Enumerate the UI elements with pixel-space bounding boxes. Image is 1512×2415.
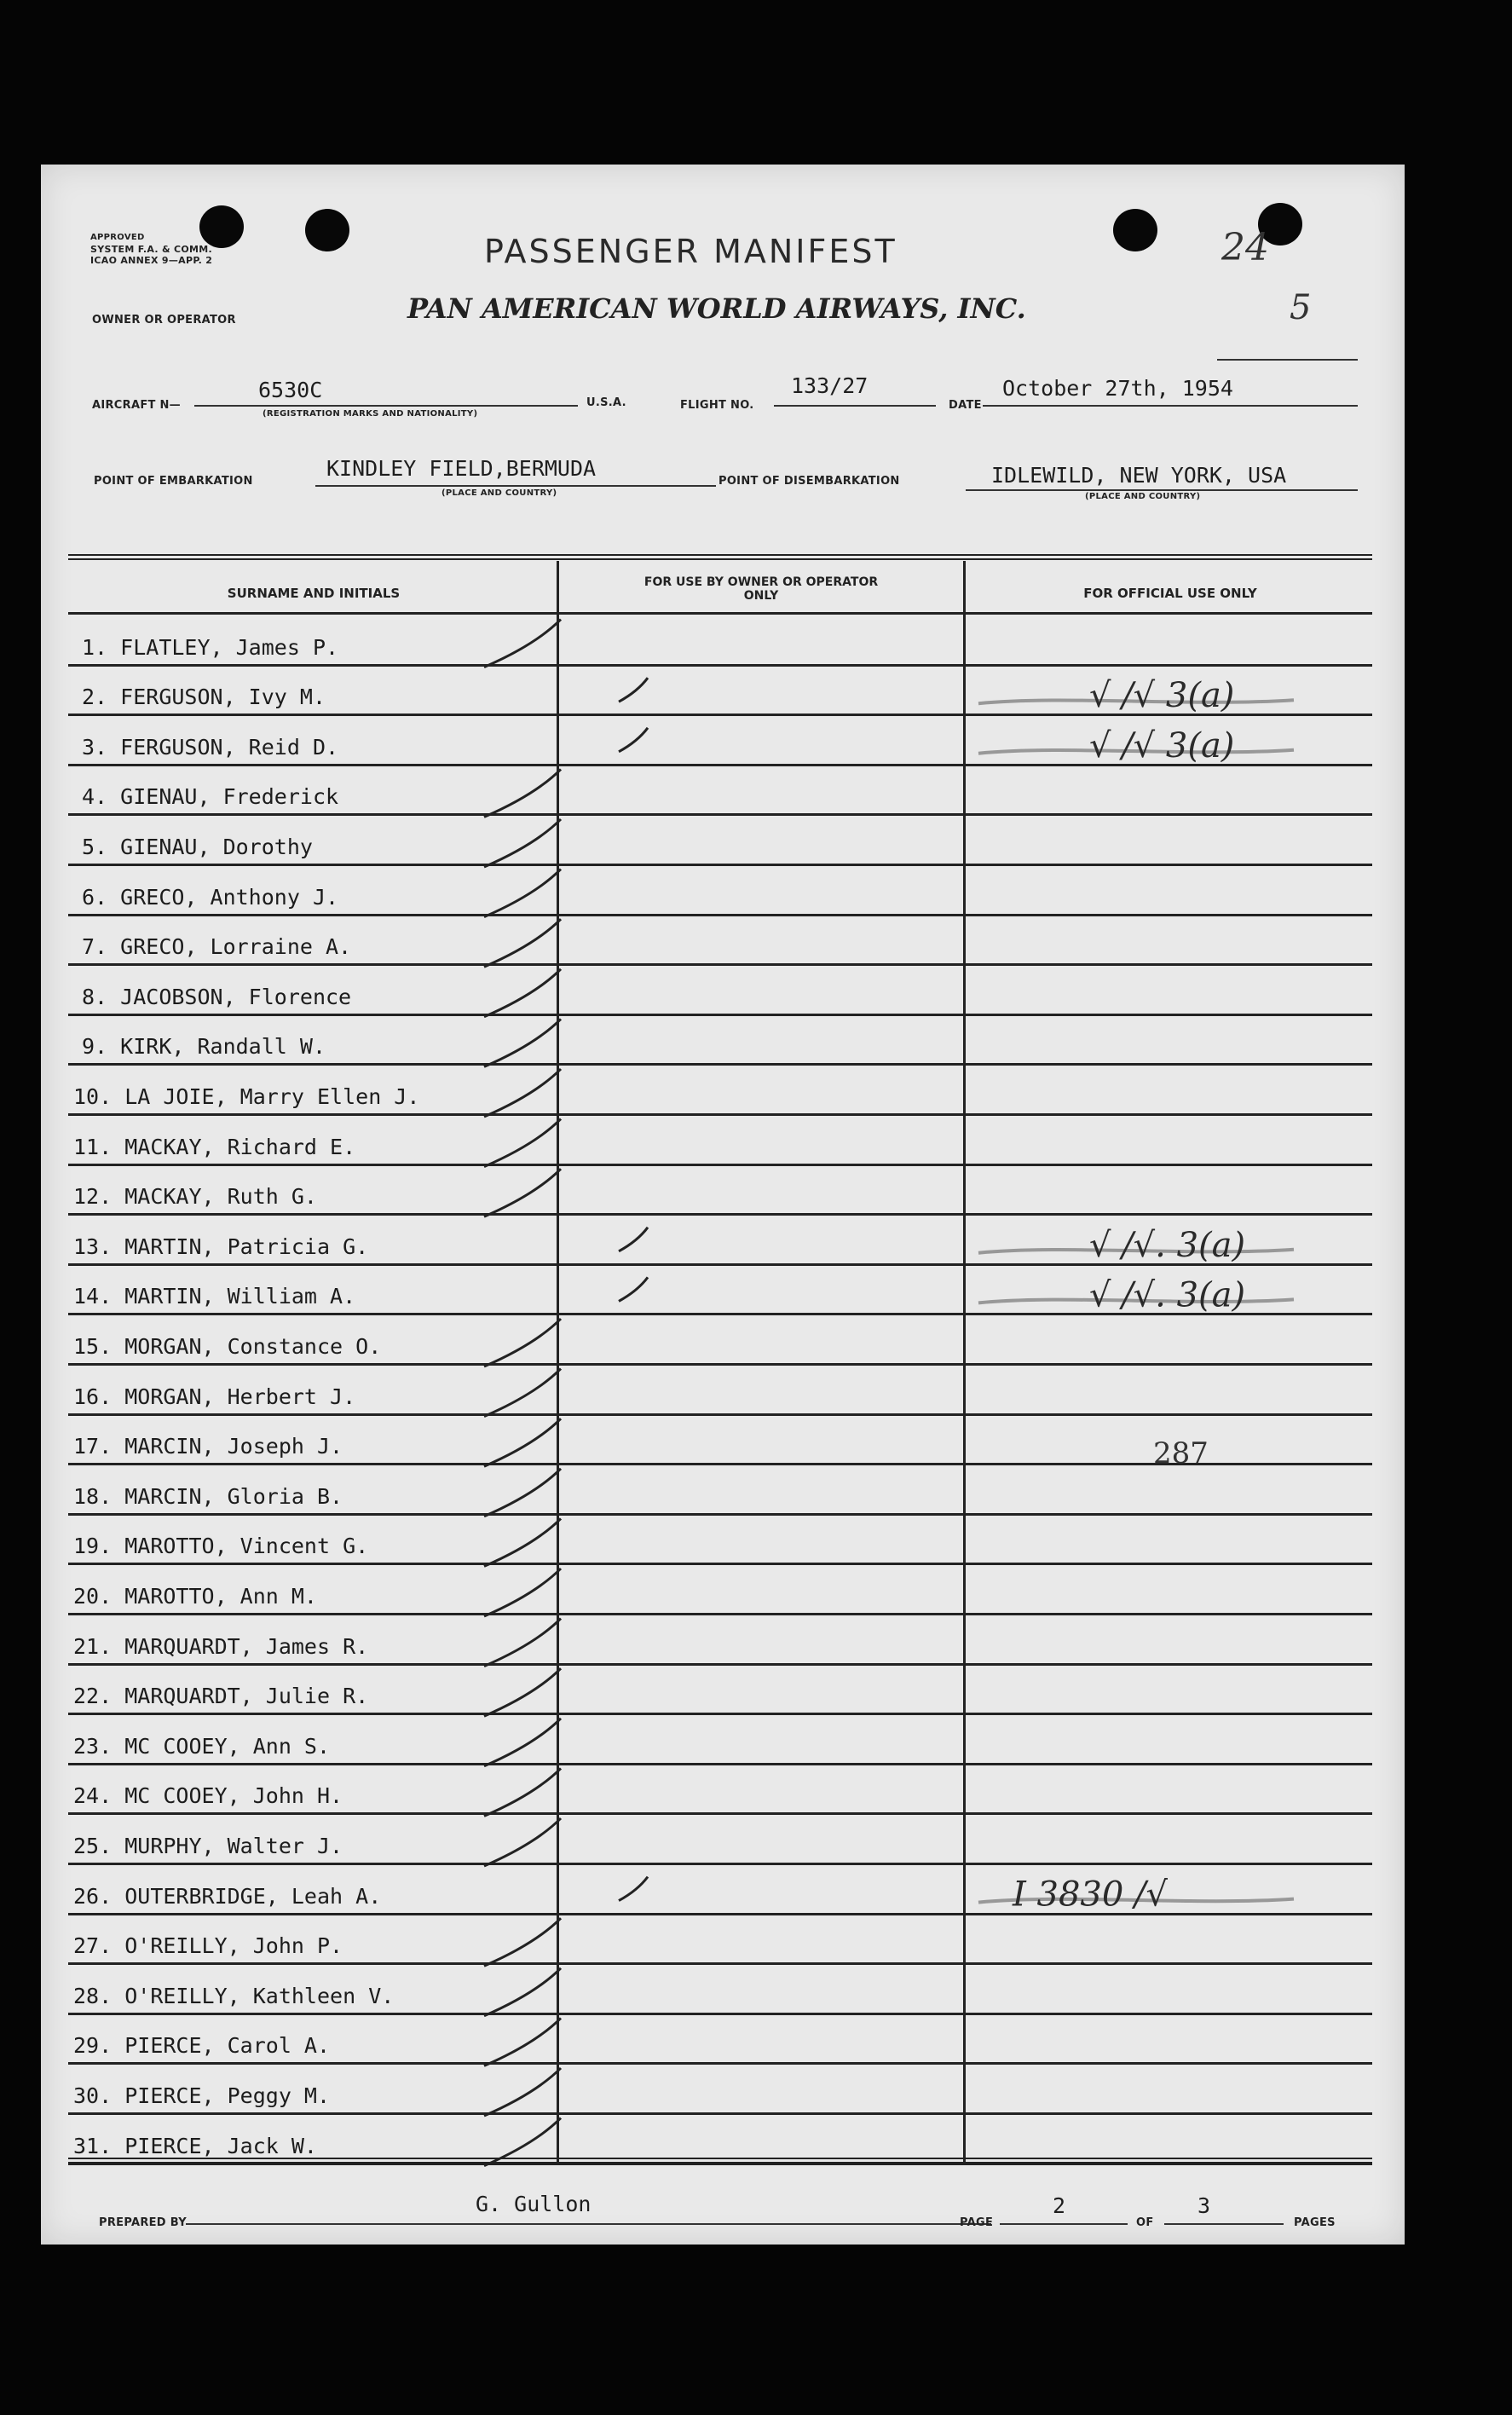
- check-mark: [484, 769, 561, 817]
- check-mark: [484, 1518, 561, 1566]
- passenger-name: O'REILLY, John P.: [124, 1933, 343, 1959]
- passenger-number: 30.: [73, 2083, 113, 2108]
- passenger-number: 27.: [73, 1933, 113, 1959]
- passenger-number: 5.: [82, 835, 108, 859]
- passenger-number: 10.: [73, 1084, 113, 1109]
- passenger-number: 13.: [73, 1233, 113, 1259]
- page-number: 2: [1053, 2193, 1066, 2218]
- embark-place: KINDLEY FIELD,BERMUDA: [326, 456, 597, 481]
- official-annotation: √ /√ 3(a): [1089, 725, 1235, 766]
- passenger-name: FERGUSON, Ivy M.: [120, 685, 326, 710]
- check-mark: [484, 1668, 561, 1716]
- passenger-name: MARQUARDT, James R.: [124, 1633, 369, 1659]
- aircraft-number: 6530C: [258, 378, 323, 402]
- check-mark: [484, 2118, 561, 2166]
- aircraft-label: AIRCRAFT N—: [92, 399, 181, 412]
- corner-number: 24: [1221, 226, 1269, 269]
- check-mark: [484, 1918, 561, 1966]
- manifest-sheet: [41, 165, 1405, 2245]
- passenger-number: 22.: [73, 1684, 113, 1709]
- check-mark: [484, 2068, 561, 2116]
- check-mark: [484, 1069, 561, 1117]
- passenger-name: FERGUSON, Reid D.: [120, 734, 339, 760]
- passenger-name: MC COOEY, Ann S.: [124, 1733, 331, 1759]
- usa-label: U.S.A.: [586, 396, 626, 409]
- check-mark: [484, 919, 561, 967]
- passenger-name: MARCIN, Joseph J.: [124, 1434, 343, 1459]
- passenger-name: MARTIN, William A.: [124, 1284, 356, 1309]
- passenger-number: 28.: [73, 1983, 113, 2008]
- passenger-name: PIERCE, Carol A.: [124, 2033, 331, 2059]
- flight-date: October 27th, 1954: [1002, 376, 1233, 401]
- check-mark: [484, 1768, 561, 1816]
- check-mark: [484, 1469, 561, 1517]
- check-mark: [619, 728, 648, 752]
- total-pages-underline: [1164, 2223, 1284, 2225]
- passenger-name: LA JOIE, Marry Ellen J.: [124, 1084, 420, 1109]
- passenger-number: 31.: [73, 2133, 113, 2158]
- passenger-number: 12.: [73, 1184, 113, 1210]
- passenger-number: 16.: [73, 1384, 113, 1409]
- passenger-number: 11.: [73, 1134, 113, 1159]
- passenger-number: 26.: [73, 1883, 113, 1909]
- check-mark: [619, 678, 648, 702]
- passenger-number: 20.: [73, 1584, 113, 1609]
- page-underline: [1000, 2223, 1128, 2225]
- passenger-name: OUTERBRIDGE, Leah A.: [124, 1883, 382, 1909]
- registration-note: (REGISTRATION MARKS AND NATIONALITY): [263, 409, 478, 419]
- check-mark: [484, 1418, 561, 1466]
- prepared-by: G. Gullon: [476, 2192, 592, 2216]
- passenger-name: GIENAU, Dorothy: [120, 835, 313, 859]
- prepared-label: PREPARED BY: [99, 2216, 187, 2229]
- check-mark: [484, 870, 561, 917]
- passenger-number: 2.: [82, 685, 108, 710]
- approval-line-2: SYSTEM F.A. & COMM.: [90, 244, 213, 255]
- passenger-name: MACKAY, Richard E.: [124, 1134, 356, 1159]
- approval-line-3: ICAO ANNEX 9—APP. 2: [90, 255, 213, 266]
- passenger-number: 1.: [82, 634, 108, 660]
- passenger-number: 23.: [73, 1733, 113, 1759]
- check-mark: [619, 1277, 648, 1301]
- passenger-name: JACOBSON, Florence: [120, 984, 352, 1009]
- check-mark: [484, 819, 561, 867]
- page-title: PASSENGER MANIFEST: [484, 233, 897, 270]
- passenger-name: MURPHY, Walter J.: [124, 1834, 343, 1858]
- passenger-name: KIRK, Randall W.: [120, 1034, 326, 1060]
- passenger-number: 17.: [73, 1434, 113, 1459]
- passenger-number: 14.: [73, 1284, 113, 1309]
- column-header-official: FOR OFFICIAL USE ONLY: [1083, 586, 1257, 601]
- airline-name: PAN AMERICAN WORLD AIRWAYS, INC.: [407, 292, 1026, 325]
- passenger-name: GIENAU, Frederick: [120, 784, 339, 810]
- passenger-name: MORGAN, Herbert J.: [124, 1384, 356, 1409]
- check-mark: [484, 1569, 561, 1616]
- check-mark: [484, 1968, 561, 2016]
- check-mark: [484, 2018, 561, 2065]
- passenger-number: 15.: [73, 1334, 113, 1359]
- check-mark: [484, 969, 561, 1017]
- of-label: OF: [1136, 2216, 1154, 2229]
- check-mark: [484, 1369, 561, 1417]
- pages-label: PAGES: [1294, 2216, 1336, 2229]
- official-annotation: √ /√. 3(a): [1089, 1275, 1246, 1315]
- passenger-name: MACKAY, Ruth G.: [124, 1184, 317, 1210]
- flight-number: 133/27: [791, 373, 869, 398]
- passenger-number: 21.: [73, 1633, 113, 1659]
- column-header-owner: FOR USE BY OWNER OR OPERATOR ONLY: [643, 575, 879, 603]
- page-label: PAGE: [960, 2216, 994, 2229]
- passenger-name: MC COOEY, John H.: [124, 1783, 343, 1809]
- approval-line-1: APPROVED: [90, 233, 145, 242]
- check-mark: [484, 1619, 561, 1667]
- passenger-number: 18.: [73, 1483, 113, 1509]
- passenger-name: MORGAN, Constance O.: [124, 1334, 382, 1359]
- disembark-place-note: (PLACE AND COUNTRY): [1085, 492, 1201, 501]
- passenger-number: 24.: [73, 1783, 113, 1809]
- passenger-name: MARTIN, Patricia G.: [124, 1233, 369, 1259]
- column-header-names: SURNAME AND INITIALS: [227, 586, 401, 601]
- embark-label: POINT OF EMBARKATION: [94, 475, 253, 488]
- passenger-name: MAROTTO, Ann M.: [124, 1584, 317, 1609]
- disembark-place: IDLEWILD, NEW YORK, USA: [991, 463, 1287, 488]
- check-mark: [484, 620, 561, 667]
- passenger-number: 4.: [82, 784, 108, 810]
- check-mark: [619, 1877, 648, 1901]
- passenger-name: PIERCE, Jack W.: [124, 2133, 317, 2158]
- total-pages: 3: [1197, 2193, 1211, 2218]
- prepared-underline: [186, 2223, 991, 2225]
- passenger-name: MAROTTO, Vincent G.: [124, 1534, 369, 1559]
- passenger-name: MARCIN, Gloria B.: [124, 1483, 343, 1509]
- passenger-number: 8.: [82, 984, 108, 1009]
- passenger-number: 7.: [82, 934, 108, 960]
- disembark-label: POINT OF DISEMBARKATION: [718, 475, 900, 488]
- check-mark: [484, 1119, 561, 1167]
- official-annotation: √ /√ 3(a): [1089, 676, 1235, 716]
- stamp-number: 287: [1153, 1436, 1209, 1470]
- passenger-number: 25.: [73, 1834, 113, 1858]
- check-mark: [484, 1719, 561, 1766]
- embark-place-note: (PLACE AND COUNTRY): [441, 488, 557, 498]
- official-annotation: √ /√. 3(a): [1089, 1225, 1246, 1265]
- check-mark: [484, 1818, 561, 1866]
- passenger-name: GRECO, Lorraine A.: [120, 934, 352, 960]
- check-mark: [484, 1169, 561, 1216]
- passenger-number: 19.: [73, 1534, 113, 1559]
- owner-label: OWNER OR OPERATOR: [92, 314, 236, 326]
- handwriting-overlay: [41, 165, 1405, 2245]
- passenger-name: FLATLEY, James P.: [120, 634, 339, 660]
- passenger-number: 9.: [82, 1034, 108, 1060]
- passenger-number: 3.: [82, 734, 108, 760]
- passenger-name: O'REILLY, Kathleen V.: [124, 1983, 395, 2008]
- passenger-number: 29.: [73, 2033, 113, 2059]
- check-mark: [484, 1019, 561, 1066]
- official-annotation: I 3830 /√: [1013, 1875, 1168, 1915]
- passenger-name: GRECO, Anthony J.: [120, 884, 339, 910]
- check-mark: [619, 1228, 648, 1251]
- flight-label: FLIGHT NO.: [680, 399, 754, 412]
- date-label: DATE: [949, 399, 982, 412]
- passenger-number: 6.: [82, 884, 108, 910]
- passenger-name: MARQUARDT, Julie R.: [124, 1684, 369, 1709]
- corner-number-2: 5: [1290, 288, 1312, 327]
- check-mark: [484, 1319, 561, 1366]
- passenger-name: PIERCE, Peggy M.: [124, 2083, 331, 2108]
